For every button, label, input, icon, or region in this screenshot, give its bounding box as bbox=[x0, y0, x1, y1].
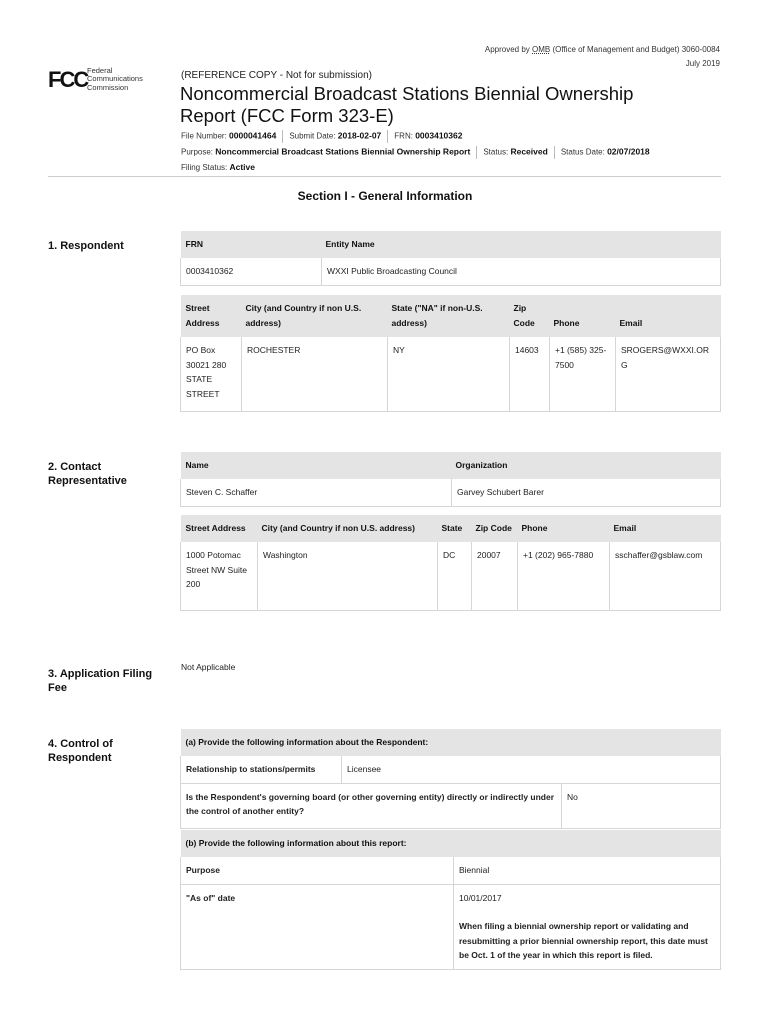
respondent-entity-table bbox=[180, 231, 721, 286]
contact-representative-label: 2. Contact Representative bbox=[48, 461, 127, 487]
form-date: July 2019 bbox=[685, 59, 720, 68]
agency-name: Federal Communications Commission bbox=[87, 66, 143, 92]
respondent-frn: 0003410362 bbox=[181, 258, 322, 285]
as-of-date-note: When filing a biennial ownership report or validating and resubmitting a prior biennial ownership report, this date must be Oct. 1 of the year in which this report is filed. bbox=[459, 921, 708, 960]
contact-name-table bbox=[180, 452, 721, 507]
respondent-city: ROCHESTER bbox=[242, 337, 388, 412]
purpose-value: Noncommercial Broadcast Stations Biennial Ownership Report bbox=[215, 146, 471, 157]
respondent-email: SROGERS@WXXI.ORG bbox=[616, 337, 721, 412]
respondent-phone: +1 (585) 325-7500 bbox=[550, 337, 616, 412]
street-address-header: Street Address bbox=[181, 295, 242, 337]
filing-fee-label: 3. Application Filing Fee bbox=[48, 668, 153, 694]
control-b-header: (b) Provide the following information about this report: bbox=[181, 830, 721, 857]
respondent-entity-name: WXXI Public Broadcasting Council bbox=[322, 258, 721, 285]
status-value: Received bbox=[510, 146, 548, 157]
filing-status-value: Active bbox=[229, 162, 255, 172]
contact-name-header: Name bbox=[181, 452, 452, 479]
fcc-logo-text: FCC bbox=[48, 67, 88, 92]
zip-header: Zip Code bbox=[510, 295, 550, 337]
contact-street-header: Street Address bbox=[181, 515, 258, 542]
contact-phone: +1 (202) 965-7880 bbox=[518, 542, 610, 611]
respondent-state: NY bbox=[388, 337, 510, 412]
governing-board-answer: No bbox=[562, 783, 721, 828]
city-header: City (and Country if non U.S. address) bbox=[242, 295, 388, 337]
email-header: Email bbox=[616, 295, 721, 337]
status-date-value: 02/07/2018 bbox=[607, 146, 650, 157]
filing-fee-value: Not Applicable bbox=[181, 662, 236, 672]
page-title: Noncommercial Broadcast Stations Biennial Ownership Report (FCC Form 323-E) bbox=[180, 83, 634, 126]
control-of-respondent-label: 4. Control of Respondent bbox=[48, 738, 113, 764]
contact-zip: 20007 bbox=[472, 542, 518, 611]
filing-meta-row-3: Filing Status: Active bbox=[181, 162, 255, 172]
header-divider bbox=[48, 176, 721, 177]
frn-header: FRN bbox=[181, 231, 322, 258]
as-of-date-label: "As of" date bbox=[181, 884, 454, 969]
as-of-date-cell bbox=[454, 884, 721, 969]
report-purpose-value: Biennial bbox=[454, 857, 721, 884]
governing-board-question: Is the Respondent's governing board (or other governing entity) directly or indirectly under the control of another entity? bbox=[181, 783, 562, 828]
contact-organization: Garvey Schubert Barer bbox=[452, 479, 721, 506]
contact-state: DC bbox=[438, 542, 472, 611]
filing-meta-row-2: Purpose: Noncommercial Broadcast Stations Biennial Ownership Report Status: Received Status Date: 02/07/2018 bbox=[181, 146, 650, 159]
respondent-zip: 14603 bbox=[510, 337, 550, 412]
contact-name: Steven C. Schaffer bbox=[181, 479, 452, 506]
contact-address-table bbox=[180, 515, 721, 611]
file-number: 0000041464 bbox=[229, 130, 277, 141]
report-purpose-label: Purpose bbox=[181, 857, 454, 884]
submit-date: 2018-02-07 bbox=[337, 130, 382, 141]
respondent-street: PO Box 30021 280 STATE STREET bbox=[181, 337, 242, 412]
section-title: Section I - General Information bbox=[297, 189, 473, 203]
organization-header: Organization bbox=[452, 452, 721, 479]
relationship-value: Licensee bbox=[342, 756, 721, 783]
respondent-label: 1. Respondent bbox=[48, 240, 124, 252]
contact-street: 1000 Potomac Street NW Suite 200 bbox=[181, 542, 258, 611]
control-b-table bbox=[180, 830, 721, 970]
control-a-table bbox=[180, 729, 721, 829]
contact-city: Washington bbox=[258, 542, 438, 611]
state-header: State ("NA" if non-U.S. address) bbox=[388, 295, 510, 337]
control-a-header: (a) Provide the following information about the Respondent: bbox=[181, 729, 721, 756]
as-of-date-value: 10/01/2017 bbox=[459, 892, 502, 903]
filing-meta-row-1: File Number: 0000041464 Submit Date: 2018-02-07 FRN: 0003410362 bbox=[181, 130, 462, 143]
omb-approval: Approved by OMB (Office of Management and Budget) 3060-0084 July 2019 bbox=[485, 43, 720, 71]
respondent-address-table bbox=[180, 295, 721, 412]
contact-state-header: State bbox=[438, 515, 472, 542]
frn-value: 0003410362 bbox=[415, 130, 463, 141]
entity-name-header: Entity Name bbox=[322, 231, 721, 258]
contact-email-header: Email bbox=[610, 515, 721, 542]
reference-copy-note: (REFERENCE COPY - Not for submission) bbox=[181, 70, 372, 81]
contact-zip-header: Zip Code bbox=[472, 515, 518, 542]
contact-phone-header: Phone bbox=[518, 515, 610, 542]
contact-email: sschaffer@gsblaw.com bbox=[610, 542, 721, 611]
omb-abbr: OMB bbox=[532, 45, 551, 54]
contact-city-header: City (and Country if non U.S. address) bbox=[258, 515, 438, 542]
relationship-label: Relationship to stations/permits bbox=[181, 756, 342, 783]
phone-header: Phone bbox=[550, 295, 616, 337]
